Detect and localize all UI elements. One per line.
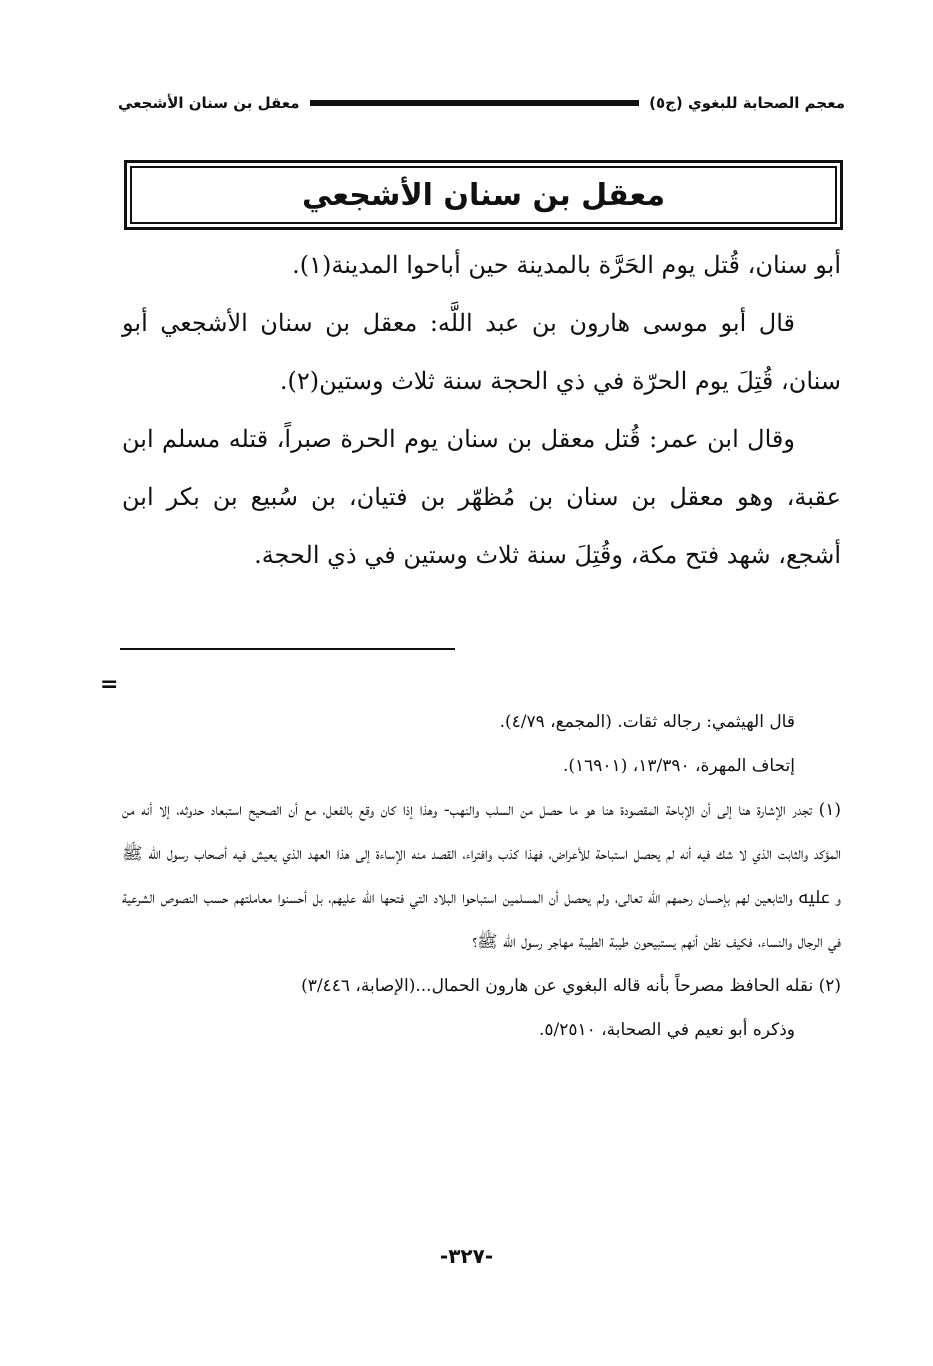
footnote-1 [122,788,841,964]
footnote-carry-2: إتحاف المهرة، ١٣/٣٩٠، (١٦٩٠١). [562,756,795,776]
book-title: معجم الصحابة للبغوي (ج٥) [649,94,845,112]
footnote-2-number: (٢) [818,976,841,996]
paragraph-2: قال أبو موسى هارون بن عبد اللَّه: معقل بن سنان الأشجعي أبو سنان، قُتِلَ يوم الحرّة في ذي الحجة سنة ثلاث وستين(٢). [122,309,841,395]
entry-title-box [124,160,843,230]
footnote-2-text: نقله الحافظ مصرحاً بأنه قاله البغوي عن هارون الحمال...(الإصابة، ٣/٤٤٦) [301,976,814,996]
header-rule [310,100,640,106]
footnote-continuation-mark: = [100,672,119,697]
entry-title: معقل بن سنان الأشجعي [301,177,666,213]
footnotes [122,700,841,1052]
main-text [122,236,841,584]
footnote-separator [120,648,455,650]
page-number: -٣٢٧- [439,1244,494,1268]
paragraph-1: أبو سنان، قُتل يوم الحَرَّة بالمدينة حين أباحوا المدينة(١). [292,251,841,279]
footnote-1-text: تجدر الإشارة هنا إلى أن الإباحة المقصودة هنا هو ما حصل من السلب والنهب- وهذا إذا كان وقع بالفعل، مع أن الصحيح استبعاد حدوثه، إلا أنه من المؤكد والثابت الذي لا شك فيه أنه لم يحصل استباحة للأعراض، فهذا كذب وافتراء، القصد منه الإساءة إلى هذا العهد الذي يعيش فيه أصحاب رسول اللّه ﷺ و ﷷ والتابعين لهم بإحسان رحمهم الله تعالى، ولم يحصل أن المسلمين استباحوا البلاد التي فتحها اللّه عليهم، بل أحسنوا معاملتهم حسب النصوص الشرعية في الرجال والنساء، فكيف نظن أنهم يستبيحون طيبة الطيبة مهاجر رسول اللّه ﷺ؟ [122,800,841,952]
running-header [118,88,845,118]
paragraph-3: وقال ابن عمر: قُتل معقل بن سنان يوم الحرة صبراً، قتله مسلم ابن عقبة، وهو معقل بن سنان بن مُظهّر بن فتيان، بن سُبيع بن بكر ابن أشجع، شهد فتح مكة، وقُتِلَ سنة ثلاث وستين في ذي الحجة. [122,425,841,569]
footnote-carry-1: قال الهيثمي: رجاله ثقات. (المجمع، ٤/٧٩). [499,712,795,732]
footnote-2 [122,964,841,1008]
footnote-1-number: (١) [818,800,842,820]
entry-name: معقل بن سنان الأشجعي [118,94,300,112]
footnote-2-continuation: وذكره أبو نعيم في الصحابة، ٥/٢٥١٠. [538,1020,795,1040]
